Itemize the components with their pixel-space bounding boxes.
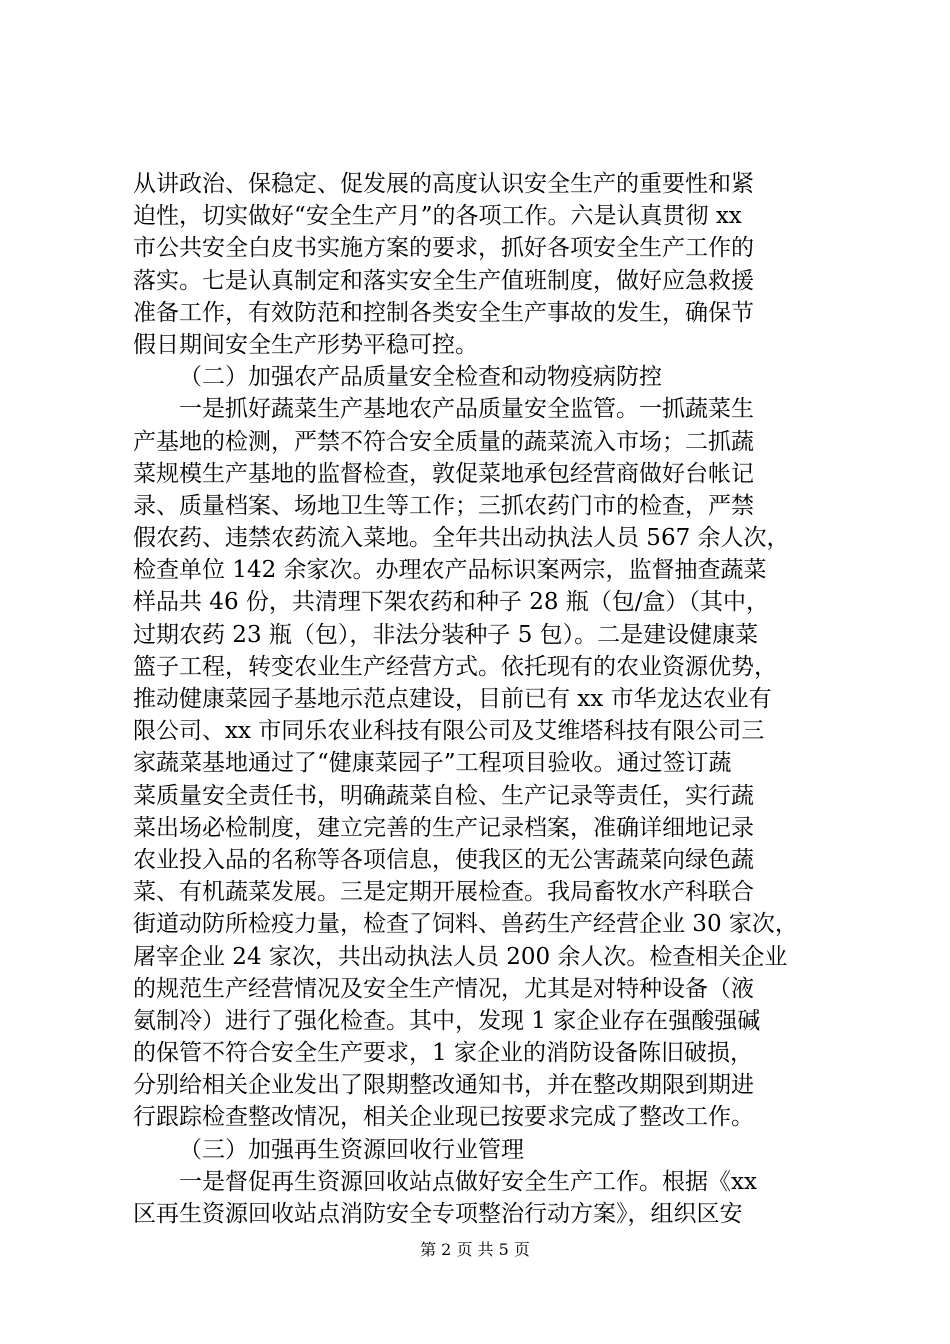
text-line: 一是抓好蔬菜生产基地农产品质量安全监管。一抓蔬菜生 xyxy=(179,396,754,423)
text-line: 迫性，切实做好“安全生产月”的各项工作。六是认真贯彻 xx xyxy=(133,203,742,230)
text-line: 的保管不符合安全生产要求，1 家企业的消防设备陈旧破损， xyxy=(133,1040,753,1067)
text-line: 农业投入品的名称等各项信息，使我区的无公害蔬菜向绿色蔬 xyxy=(133,846,754,873)
text-line: 样品共 46 份，共清理下架农药和种子 28 瓶（包/盒）（其中， xyxy=(133,589,770,616)
text-line: 过期农药 23 瓶（包），非法分装种子 5 包）。二是建设健康菜 xyxy=(133,621,759,648)
page-footer: 第 2 页 共 5 页 xyxy=(420,1240,530,1259)
text-line: 从讲政治、保稳定、促发展的高度认识安全生产的重要性和紧 xyxy=(133,171,754,197)
body-text xyxy=(133,168,817,1230)
text-line: 菜质量安全责任书，明确蔬菜自检、生产记录等责任，实行蔬 xyxy=(133,782,754,809)
text-line: 录、质量档案、场地卫生等工作；三抓农药门市的检查，严禁 xyxy=(133,492,754,519)
text-line: 假日期间安全生产形势平稳可控。 xyxy=(133,331,478,358)
text-line: 检查单位 142 余家次。办理农产品标识案两宗，监督抽查蔬菜 xyxy=(133,557,767,584)
text-line: 菜规模生产基地的监督检查，敦促菜地承包经营商做好台帐记 xyxy=(133,460,754,487)
text-line: 家蔬菜基地通过了“健康菜园子”工程项目验收。通过签订蔬 xyxy=(133,750,732,777)
text-line: 推动健康菜园子基地示范点建设，目前已有 xx 市华龙达农业有 xyxy=(133,686,772,712)
text-line: 氨制冷）进行了强化检查。其中，发现 1 家企业存在强酸强碱 xyxy=(133,1007,761,1034)
text-line: 产基地的检测，严禁不符合安全质量的蔬菜流入市场；二抓蔬 xyxy=(133,428,754,455)
text-line: 街道动防所检疫力量，检查了饲料、兽药生产经营企业 30 家次， xyxy=(133,911,798,938)
text-line: 篮子工程，转变农业生产经营方式。依托现有的农业资源优势， xyxy=(133,653,777,680)
text-line: 区再生资源回收站点消防安全专项整治行动方案》，组织区安 xyxy=(133,1201,743,1227)
text-line: 行跟踪检查整改情况，相关企业现已按要求完成了整改工作。 xyxy=(133,1104,754,1131)
text-line: 菜、有机蔬菜发展。三是定期开展检查。我局畜牧水产科联合 xyxy=(133,879,754,906)
text-line: 一是督促再生资源回收站点做好安全生产工作。根据《xx xyxy=(179,1168,757,1195)
section-heading-3: （三）加强再生资源回收行业管理 xyxy=(179,1136,524,1163)
text-line: 分别给相关企业发出了限期整改通知书，并在整改期限到期进 xyxy=(133,1072,754,1099)
text-line: 落实。七是认真制定和落实安全生产值班制度，做好应急救援 xyxy=(133,267,754,294)
text-line: 假农药、违禁农药流入菜地。全年共出动执法人员 567 余人次， xyxy=(133,525,790,552)
text-line: 准备工作，有效防范和控制各类安全生产事故的发生，确保节 xyxy=(133,299,754,326)
text-line: 的规范生产经营情况及安全生产情况，尤其是对特种设备（液 xyxy=(133,975,754,1002)
text-line: 菜出场必检制度，建立完善的生产记录档案，准确详细地记录 xyxy=(133,814,754,841)
text-line: 限公司、xx 市同乐农业科技有限公司及艾维塔科技有限公司三 xyxy=(133,718,765,745)
text-line: 屠宰企业 24 家次，共出动执法人员 200 余人次。检查相关企业 xyxy=(133,943,788,970)
text-line: 市公共安全白皮书实施方案的要求，抓好各项安全生产工作的 xyxy=(133,235,754,262)
section-heading-2: （二）加强农产品质量安全检查和动物疫病防控 xyxy=(179,364,662,391)
